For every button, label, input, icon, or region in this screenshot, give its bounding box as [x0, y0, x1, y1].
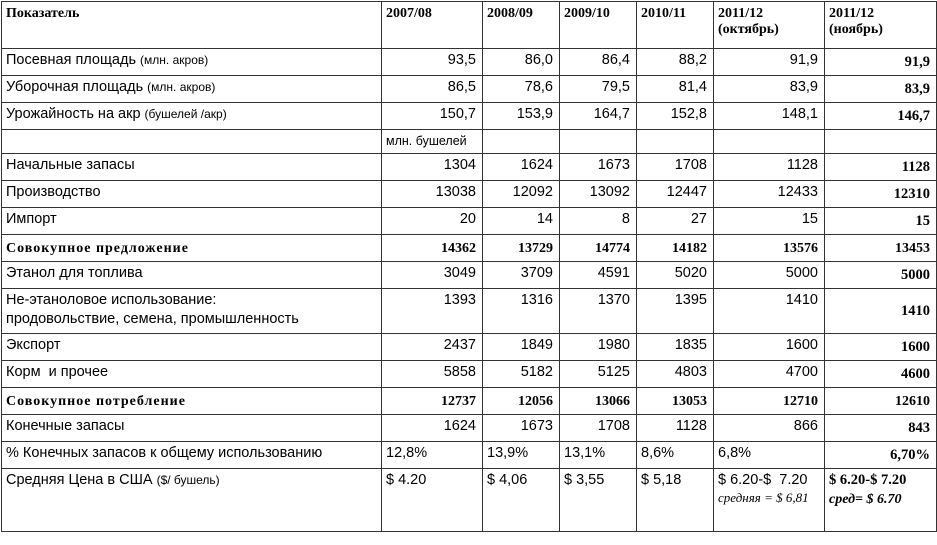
- cell-value: 152,8: [637, 103, 714, 130]
- table-row: [2, 361, 937, 388]
- row-label: [2, 103, 382, 130]
- cell-value: 1393: [382, 289, 483, 334]
- header-label: Показатель: [2, 2, 382, 49]
- table-row: [2, 415, 937, 442]
- cell-value: 12,8%: [382, 442, 483, 469]
- cell-value: 5000: [714, 262, 825, 289]
- cell-value: 13053: [637, 388, 714, 415]
- row-unit: (бушелей /акр): [144, 107, 227, 121]
- row-label: Экспорт: [2, 334, 382, 361]
- row-unit: ($/ бушель): [156, 473, 220, 487]
- cell-value: 1980: [560, 334, 637, 361]
- row-label: Начальные запасы: [2, 154, 382, 181]
- cell-value: 1624: [382, 415, 483, 442]
- cell-value: 13729: [483, 235, 560, 262]
- row-label: Совокупное предложение: [2, 235, 382, 262]
- cell-value: 13576: [714, 235, 825, 262]
- cell-value: 1410: [714, 289, 825, 334]
- cell-value-range: [714, 469, 825, 532]
- cell-value: 8,6%: [637, 442, 714, 469]
- cell-value: 81,4: [637, 76, 714, 103]
- row-unit: (млн. акров): [147, 80, 216, 94]
- cell-value: 13066: [560, 388, 637, 415]
- cell-value: 12447: [637, 181, 714, 208]
- cell-value: 14182: [637, 235, 714, 262]
- row-label: [2, 49, 382, 76]
- unit-row-text: млн. бушелей: [386, 134, 467, 148]
- cell-value-latest: 91,9: [825, 49, 937, 76]
- unit-row-cell: [483, 130, 560, 154]
- cell-value: 27: [637, 208, 714, 235]
- cell-value: 5125: [560, 361, 637, 388]
- cell-value: 1624: [483, 154, 560, 181]
- row-label: [2, 76, 382, 103]
- row-label: Конечные запасы: [2, 415, 382, 442]
- cell-value: 1673: [560, 154, 637, 181]
- cell-value: 13092: [560, 181, 637, 208]
- cell-value: $ 4,06: [483, 469, 560, 532]
- table-row: [2, 76, 937, 103]
- row-label-text: Урожайность на акр: [6, 106, 141, 122]
- row-label: Производство: [2, 181, 382, 208]
- cell-value: 14774: [560, 235, 637, 262]
- unit-row-cell: [825, 130, 937, 154]
- cell-value: 6,8%: [714, 442, 825, 469]
- cell-value: $ 5,18: [637, 469, 714, 532]
- cell-value: 13,1%: [560, 442, 637, 469]
- cell-value: 13,9%: [483, 442, 560, 469]
- cell-value: 91,9: [714, 49, 825, 76]
- cell-value: 4803: [637, 361, 714, 388]
- cell-value: 14362: [382, 235, 483, 262]
- row-label: [2, 469, 382, 532]
- cell-value: 1708: [560, 415, 637, 442]
- cell-value-latest: 843: [825, 415, 937, 442]
- unit-row: [2, 130, 937, 154]
- price-average-nov: сред= $ 6.70: [829, 492, 902, 507]
- cell-value: 1370: [560, 289, 637, 334]
- cell-value: 88,2: [637, 49, 714, 76]
- row-label: % Конечных запасов к общему использованию: [2, 442, 382, 469]
- price-row: [2, 469, 937, 532]
- row-label-text: Средняя Цена в США: [6, 472, 153, 488]
- total-supply-row: [2, 235, 937, 262]
- cell-value-latest: 12310: [825, 181, 937, 208]
- header-col-2011-12-nov: [825, 2, 937, 49]
- cell-value-latest: 13453: [825, 235, 937, 262]
- cell-value-latest: 1600: [825, 334, 937, 361]
- table-row: [2, 289, 937, 334]
- header-col-2008-09: 2008/09: [483, 2, 560, 49]
- row-label-text-2: продовольствие, семена, промышленность: [6, 311, 299, 327]
- total-use-row: [2, 388, 937, 415]
- row-label: Совокупное потребление: [2, 388, 382, 415]
- cell-value-latest: 1410: [825, 289, 937, 334]
- header-col-month: (ноябрь): [829, 22, 883, 37]
- table-row: [2, 262, 937, 289]
- cell-value-latest: 4600: [825, 361, 937, 388]
- cell-value: 866: [714, 415, 825, 442]
- header-row: [2, 2, 937, 49]
- cell-value-latest: 146,7: [825, 103, 937, 130]
- cell-value: $ 4.20: [382, 469, 483, 532]
- cell-value: 1128: [714, 154, 825, 181]
- header-col-2010-11: 2010/11: [637, 2, 714, 49]
- table-row: [2, 208, 937, 235]
- cell-value: 14: [483, 208, 560, 235]
- cell-value-latest: 1128: [825, 154, 937, 181]
- unit-row-cell: [382, 130, 483, 154]
- cell-value: 5182: [483, 361, 560, 388]
- cell-value: 20: [382, 208, 483, 235]
- row-label: Корм и прочее: [2, 361, 382, 388]
- corn-balance-table: [1, 1, 937, 532]
- cell-value: 1316: [483, 289, 560, 334]
- cell-value: 153,9: [483, 103, 560, 130]
- cell-value: 3049: [382, 262, 483, 289]
- row-label: [2, 289, 382, 334]
- cell-value: 5020: [637, 262, 714, 289]
- header-col-month: (октябрь): [718, 22, 779, 37]
- header-col-year: 2011/12: [829, 6, 875, 21]
- cell-value: 86,4: [560, 49, 637, 76]
- price-average-oct: средняя = $ 6,81: [718, 490, 809, 505]
- cell-value-latest: 83,9: [825, 76, 937, 103]
- cell-value-latest: 15: [825, 208, 937, 235]
- row-label: Импорт: [2, 208, 382, 235]
- cell-value: 12056: [483, 388, 560, 415]
- cell-value: 1835: [637, 334, 714, 361]
- cell-value: 83,9: [714, 76, 825, 103]
- cell-value: 12092: [483, 181, 560, 208]
- cell-value: 12710: [714, 388, 825, 415]
- cell-value: 1128: [637, 415, 714, 442]
- table-row: [2, 334, 937, 361]
- table-row: [2, 154, 937, 181]
- header-col-2011-12-oct: [714, 2, 825, 49]
- unit-row-cell: [560, 130, 637, 154]
- cell-value: 1600: [714, 334, 825, 361]
- cell-value: 86,0: [483, 49, 560, 76]
- row-label-text: Посевная площадь: [6, 52, 137, 68]
- cell-value: $ 3,55: [560, 469, 637, 532]
- unit-row-label: [2, 130, 382, 154]
- cell-value: 93,5: [382, 49, 483, 76]
- cell-value: 164,7: [560, 103, 637, 130]
- cell-value: 79,5: [560, 76, 637, 103]
- table-row: [2, 181, 937, 208]
- cell-value: 1849: [483, 334, 560, 361]
- row-label-text: Уборочная площадь: [6, 79, 144, 95]
- cell-value: 4591: [560, 262, 637, 289]
- cell-value: 12433: [714, 181, 825, 208]
- table-row: [2, 442, 937, 469]
- row-label-text: Не-этаноловое использование:: [6, 292, 217, 308]
- table-row: [2, 49, 937, 76]
- table-row: [2, 103, 937, 130]
- cell-value-range-latest: [825, 469, 937, 532]
- cell-value-latest: 6,70%: [825, 442, 937, 469]
- cell-value-latest: 5000: [825, 262, 937, 289]
- cell-value: 12737: [382, 388, 483, 415]
- cell-value: 1673: [483, 415, 560, 442]
- cell-value: 13038: [382, 181, 483, 208]
- unit-row-cell: [714, 130, 825, 154]
- cell-value: 2437: [382, 334, 483, 361]
- cell-value: 1304: [382, 154, 483, 181]
- cell-value: 1395: [637, 289, 714, 334]
- cell-value: 5858: [382, 361, 483, 388]
- header-col-2009-10: 2009/10: [560, 2, 637, 49]
- cell-value: 4700: [714, 361, 825, 388]
- row-label: Этанол для топлива: [2, 262, 382, 289]
- unit-row-cell: [637, 130, 714, 154]
- header-col-year: 2011/12: [718, 6, 764, 21]
- price-range-nov: $ 6.20-$ 7.20: [829, 472, 907, 488]
- cell-value: 86,5: [382, 76, 483, 103]
- cell-value: 3709: [483, 262, 560, 289]
- cell-value: 8: [560, 208, 637, 235]
- price-range-oct: $ 6.20-$ 7.20: [718, 472, 808, 488]
- cell-value: 1708: [637, 154, 714, 181]
- cell-value: 78,6: [483, 76, 560, 103]
- cell-value: 148,1: [714, 103, 825, 130]
- row-unit: (млн. акров): [140, 53, 209, 67]
- cell-value-latest: 12610: [825, 388, 937, 415]
- cell-value: 150,7: [382, 103, 483, 130]
- cell-value: 15: [714, 208, 825, 235]
- header-col-2007-08: 2007/08: [382, 2, 483, 49]
